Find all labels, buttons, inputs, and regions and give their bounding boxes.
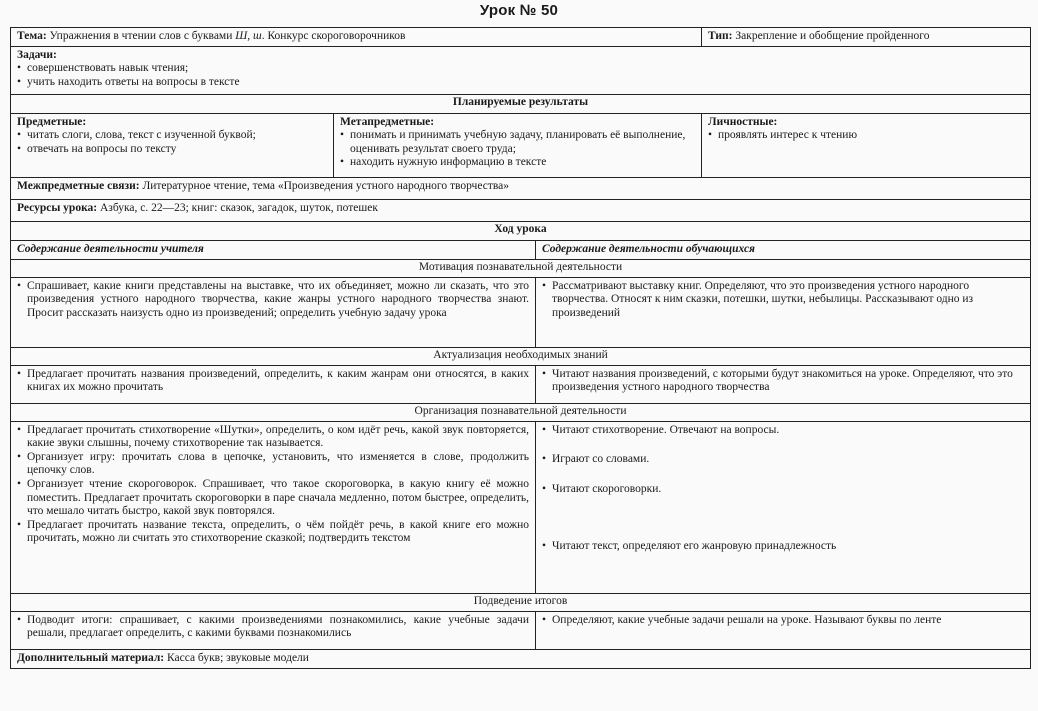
topic-cell bbox=[11, 28, 702, 47]
tasks-row bbox=[11, 46, 1031, 94]
section-title: Организация познавательной деятельности bbox=[11, 403, 1031, 421]
tasks-cell bbox=[11, 46, 1031, 94]
resources-cell bbox=[11, 199, 1031, 221]
topic-label: Тема: bbox=[17, 30, 47, 42]
meta-results-cell bbox=[334, 113, 702, 177]
students-activity-cell bbox=[536, 365, 1031, 403]
teacher-activity-item: • Предлагает прочитать стихотворение «Шутки», определить, о ком идёт речь, какой звук повторяется, какие звуки слышны, почему стихотворение так называется. bbox=[17, 424, 529, 451]
section-row bbox=[11, 365, 1031, 403]
teacher-activity-cell bbox=[11, 277, 536, 347]
subject-results-label: Предметные: bbox=[17, 115, 87, 128]
extra-material-cell bbox=[11, 649, 1031, 668]
personal-results-cell bbox=[702, 113, 1031, 177]
students-column-header: Содержание деятельности обучающихся bbox=[536, 240, 1031, 259]
students-activity-item: • Читают текст, определяют его жанровую принадлежность bbox=[542, 540, 1024, 554]
students-activity-item: • Рассматривают выставку книг. Определяют, что это произведения устного народного творчества. Относят к ним сказки, потешки, шутки, небылицы. Рассказывают одно из произведений bbox=[542, 280, 1024, 321]
teacher-activity-item: • Подводит итоги: спрашивает, с какими произведениями познакомились, какие учебные задачи решали, предлагает определить, с какими буквами познакомились bbox=[17, 614, 529, 641]
tasks-list bbox=[17, 62, 1024, 89]
task-item: • совершенствовать навык чтения; bbox=[17, 62, 1024, 76]
teacher-activity-item: • Спрашивает, какие книги представлены на выставке, что их объединяет, можно ли сказать, что это произведения устного народного творчества, какие жанры устного народного творчества знают. Просит рассказать наизусть одно из произведений; определить учебную задачу урока bbox=[17, 280, 529, 321]
students-activity-item: • Читают названия произведений, с которыми будут знакомиться на уроке. Определяют, что это произведения устного народного творчества bbox=[542, 368, 1024, 395]
section-title: Актуализация необходимых знаний bbox=[11, 347, 1031, 365]
meta-result-item: • находить нужную информацию в тексте bbox=[340, 156, 695, 170]
section-title: Мотивация познавательной деятельности bbox=[11, 259, 1031, 277]
page-title: Урок № 50 bbox=[479, 2, 559, 19]
teacher-column-header: Содержание деятельности учителя bbox=[11, 240, 536, 259]
teacher-activity-cell bbox=[11, 611, 536, 649]
students-activity-cell bbox=[536, 277, 1031, 347]
tasks-label: Задачи: bbox=[17, 48, 57, 61]
subject-results-cell bbox=[11, 113, 334, 177]
personal-result-item: • проявлять интерес к чтению bbox=[708, 129, 1024, 143]
links-value: Литературное чтение, тема «Произведения устного народного творчества» bbox=[142, 179, 509, 192]
personal-results-label: Личностные: bbox=[708, 115, 778, 128]
interdisciplinary-links-cell bbox=[11, 177, 1031, 199]
topic-letters: Ш, ш bbox=[235, 30, 262, 42]
planned-results-heading: Планируемые результаты bbox=[11, 94, 1031, 113]
resources-value: Азбука, с. 22—23; книг: сказок, загадок, шуток, потешек bbox=[99, 201, 378, 214]
extra-label: Дополнительный материал: bbox=[17, 651, 165, 664]
students-activity-item: • Читают стихотворение. Отвечают на вопросы. bbox=[542, 424, 1024, 438]
meta-results-label: Метапредметные: bbox=[340, 115, 435, 128]
subject-result-item: • отвечать на вопросы по тексту bbox=[17, 143, 327, 157]
teacher-activity-cell bbox=[11, 365, 536, 403]
type-value: Закрепление и обобщение пройденного bbox=[735, 30, 930, 42]
students-activity-item: • Читают скороговорки. bbox=[542, 483, 1024, 497]
task-item: • учить находить ответы на вопросы в тексте bbox=[17, 76, 1024, 90]
section-row bbox=[11, 277, 1031, 347]
section-title: Подведение итогов bbox=[11, 593, 1031, 611]
section-row bbox=[11, 421, 1031, 593]
planned-results-row bbox=[11, 113, 1031, 177]
section-row bbox=[11, 611, 1031, 649]
subject-result-item: • читать слоги, слова, текст с изученной буквой; bbox=[17, 129, 327, 143]
links-label: Межпредметные связи: bbox=[17, 179, 140, 192]
type-label: Тип: bbox=[708, 30, 733, 42]
extra-value: Касса букв; звуковые модели bbox=[166, 651, 309, 664]
teacher-activity-item: • Предлагает прочитать названия произведений, определить, к каким жанрам они относятся, в каких книгах их можно прочитать bbox=[17, 368, 529, 395]
course-heading: Ход урока bbox=[11, 221, 1031, 240]
resources-label: Ресурсы урока: bbox=[17, 201, 98, 214]
students-activity-item: • Определяют, какие учебные задачи решали на уроке. Называют буквы по ленте bbox=[542, 614, 1024, 628]
meta-result-item: • понимать и принимать учебную задачу, планировать её выполнение, оценивать результат своего труда; bbox=[340, 129, 695, 156]
students-activity-item: • Играют со словами. bbox=[542, 453, 1024, 467]
teacher-activity-item: • Организует игру: прочитать слова в цепочке, установить, что изменяется в слове, продолжить цепочку слов. bbox=[17, 451, 529, 478]
students-activity-cell bbox=[536, 611, 1031, 649]
course-columns-row bbox=[11, 240, 1031, 259]
topic-row bbox=[11, 28, 1031, 47]
topic-text: Упражнения в чтении слов с буквами Ш, ш. Конкурс скороговорочников bbox=[49, 30, 406, 42]
type-cell bbox=[702, 28, 1031, 47]
teacher-activity-item: • Организует чтение скороговорок. Спрашивает, что такое скороговорка, в какую книгу её можно поместить. Предлагает прочитать скороговорки в паре сначала медленно, потом быстрее, определить, что мешало читать быстро, какой звук повторялся. bbox=[17, 478, 529, 519]
teacher-activity-cell bbox=[11, 421, 536, 593]
lesson-table bbox=[10, 27, 1031, 669]
students-activity-cell bbox=[536, 421, 1031, 593]
teacher-activity-item: • Предлагает прочитать название текста, определить, о чём пойдёт речь, в какой книге его можно прочитать, можно ли считать это стихотворение сказкой; подтвердить текстом bbox=[17, 519, 529, 546]
